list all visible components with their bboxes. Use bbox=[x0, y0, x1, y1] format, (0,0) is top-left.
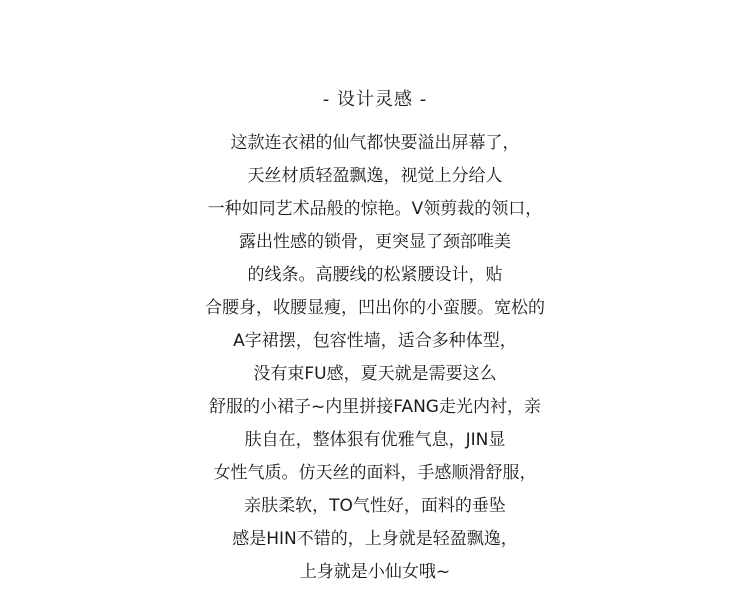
description-line: 肤自在，整体狠有优雅气息，JIN显 bbox=[244, 430, 506, 450]
description-line: 一种如同艺术品般的惊艳。V领剪裁的领口， bbox=[207, 199, 543, 219]
description-line: 没有束FU感，夏天就是需要这么 bbox=[253, 364, 497, 384]
description-line: 感是HIN不错的，上身就是轻盈飘逸， bbox=[232, 529, 518, 549]
description-line: 合腰身，收腰显瘦，凹出你的小蛮腰。宽松的 bbox=[205, 298, 545, 318]
description-line: 女性气质。仿天丝的面料，手感顺滑舒服， bbox=[213, 463, 537, 483]
description-line: 亲肤柔软，TO气性好，面料的垂坠 bbox=[244, 496, 506, 516]
description-line: 露出性感的锁骨，更突显了颈部唯美 bbox=[239, 232, 511, 252]
description-line: 上身就是小仙女哦~ bbox=[299, 562, 451, 582]
description-line: 舒服的小裙子~内里拼接FANG走光内衬，亲 bbox=[209, 397, 541, 417]
description-line: 的线条。高腰线的松紧腰设计，贴 bbox=[247, 265, 503, 285]
description-paragraph bbox=[0, 127, 750, 589]
description-line: A字裙摆，包容性墙，适合多种体型， bbox=[233, 331, 517, 351]
description-line: 这款连衣裙的仙气都快要溢出屏幕了， bbox=[230, 133, 520, 153]
description-line: 天丝材质轻盈飘逸，视觉上分给人 bbox=[247, 166, 503, 186]
section-title: - 设计灵感 - bbox=[322, 89, 428, 110]
